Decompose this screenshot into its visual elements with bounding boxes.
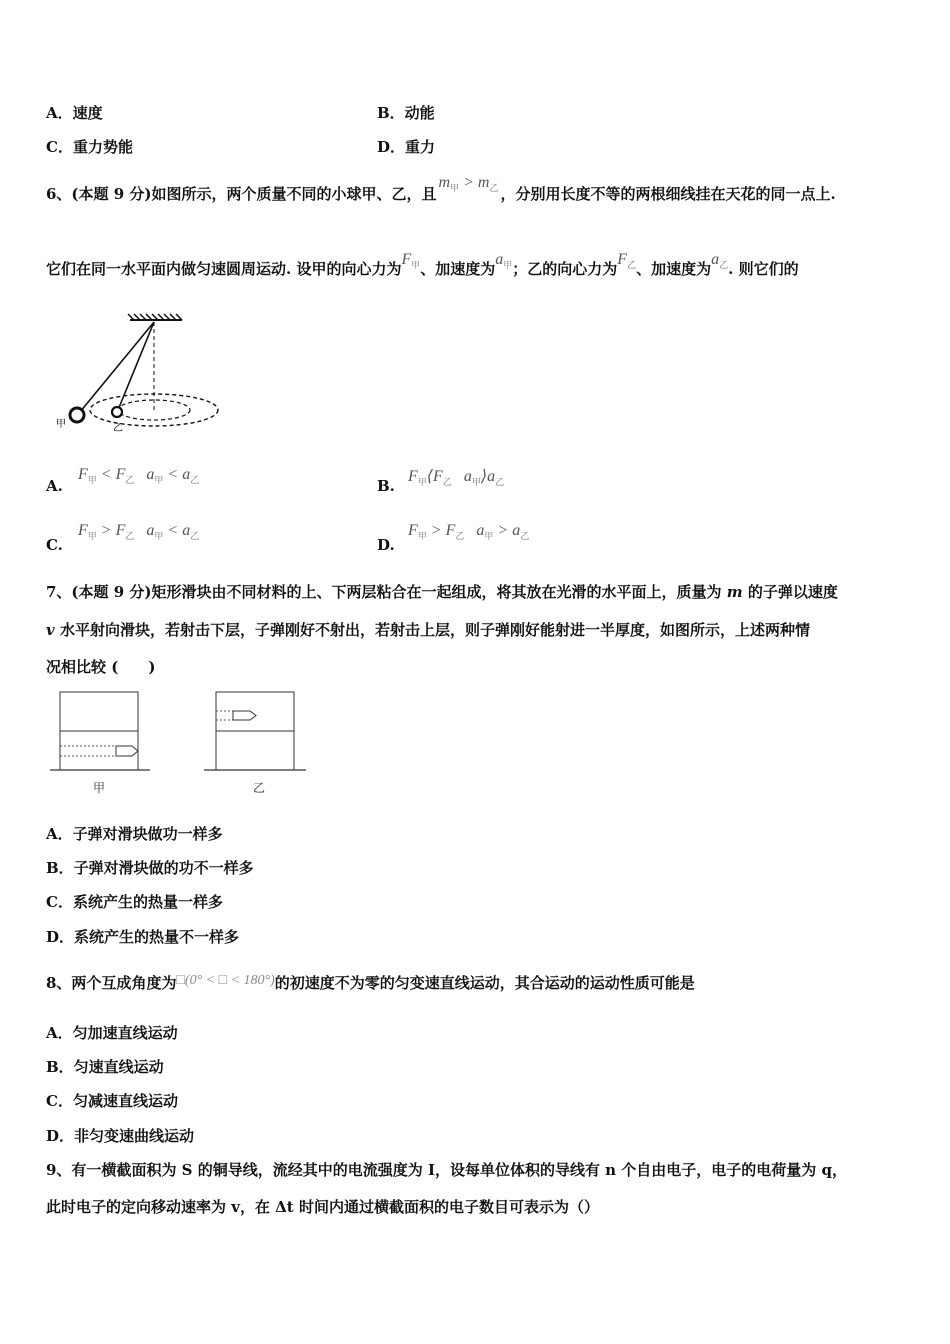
q8-option-c: C．匀减速直线运动: [46, 1092, 178, 1110]
q6-stem-line1: [46, 174, 836, 206]
q7-fig-label-jia: 甲: [93, 781, 106, 795]
q8-option-d: D．非匀变速曲线运动: [46, 1127, 195, 1145]
q7-block-figure: [46, 688, 316, 798]
q6-option-d-label: D.: [377, 536, 395, 554]
q7-stem-line2: v 水平射向滑块，若射击下层，子弹刚好不射出，若射击上层，则子弹刚好能射进一半厚度，如图所示，上述两种情: [46, 621, 810, 639]
q6-option-a-label: A.: [46, 477, 63, 495]
q6-stem-line2: 它们在同一水平面内做匀速圆周运动. 设甲的向心力为$F_甲$、加速度为$a_甲$；乙的向心力为$F_乙$、加速度为$a_乙$. 则它们的: [46, 251, 799, 278]
q7-option-a: A．子弹对滑块做功一样多: [46, 825, 223, 843]
q6-fig-label-yi: 乙: [113, 423, 123, 434]
q6-conical-pendulum-figure: [50, 312, 225, 437]
q6-option-c-label: C.: [46, 536, 63, 554]
q7-fig-label-yi: 乙: [253, 781, 266, 795]
q6-condition: $m_甲 > m_乙$: [438, 174, 499, 194]
q5-option-b: B．动能: [377, 104, 435, 122]
q8-option-b: B．匀速直线运动: [46, 1058, 164, 1076]
q7-option-d: D．系统产生的热量不一样多: [46, 928, 240, 946]
q9-stem-line2: 此时电子的定向移动速率为 v，在 Δt 时间内通过横截面积的电子数目可表示为（）: [46, 1198, 599, 1216]
q7-option-b: B．子弹对滑块做的功不一样多: [46, 859, 254, 877]
q8-option-a: A．匀加速直线运动: [46, 1024, 178, 1042]
q6-option-d: $F_甲 > F_乙$ $a_甲 > a_乙$: [408, 522, 530, 542]
q6-option-b-label: B.: [377, 477, 395, 495]
q6-prefix: 6、(本题 9 分)如图所示，两个质量不同的小球甲、乙，且: [46, 185, 437, 203]
q8-angle-range: □(0° < □ < 180°): [176, 973, 275, 988]
q6-fig-label-jia: 甲: [56, 419, 66, 430]
q5-option-c: C．重力势能: [46, 138, 133, 156]
q5-option-d: D．重力: [377, 138, 436, 156]
q8-stem: 8、两个互成角度为□(0° < □ < 180°)的初速度不为零的匀变速直线运动，其合运动的运动性质可能是: [46, 973, 695, 992]
q6-suffix: ，分别用长度不等的两根细线挂在天花的同一点上.: [500, 185, 836, 203]
q7-stem-line1: 7、(本题 9 分)矩形滑块由不同材料的上、下两层粘合在一起组成，将其放在光滑的水平面上，质量为 m 的子弹以速度: [46, 583, 838, 601]
q7-option-c: C．系统产生的热量一样多: [46, 893, 223, 911]
q6-option-c: $F_甲 > F_乙$ $a_甲 < a_乙$: [78, 522, 200, 542]
q7-stem-line3: 况相比较 ( ): [46, 658, 156, 676]
q9-stem-line1: 9、有一横截面积为 S 的铜导线，流经其中的电流强度为 I，设每单位体积的导线有 n 个自由电子，电子的电荷量为 q，: [46, 1161, 848, 1179]
q6-option-b: $F_甲⟨F_乙$ $a_甲⟩a_乙$: [408, 468, 505, 488]
q5-option-a: A．速度: [46, 104, 103, 122]
q6-option-a: $F_甲 < F_乙$ $a_甲 < a_乙$: [78, 466, 200, 486]
